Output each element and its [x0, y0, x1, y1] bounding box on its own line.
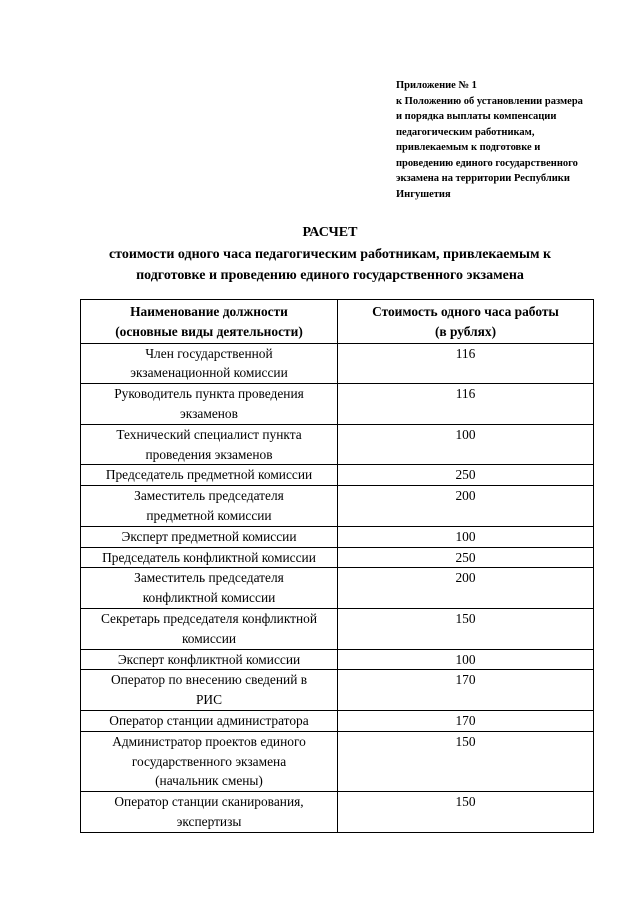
position-name-line: Оператор станции сканирования, [114, 794, 304, 810]
table-row [81, 486, 594, 527]
position-name-cell [81, 384, 338, 425]
header-line: (в рублях) [434, 323, 497, 339]
appendix-line: проведению единого государственного [396, 157, 578, 169]
position-name-cell [81, 343, 338, 384]
appendix-note [396, 78, 626, 202]
appendix-line: к Положению об установлении размера [396, 95, 583, 107]
position-name-line: Эксперт конфликтной комиссии [117, 651, 301, 667]
position-name-line: Технический специалист пункта [116, 426, 302, 442]
position-name-line: Член государственной [145, 345, 273, 361]
position-name-cell [81, 486, 338, 527]
cost-table [80, 299, 594, 833]
hourly-cost-cell: 150 [338, 792, 594, 833]
position-name-line: экзаменационной комиссии [130, 365, 288, 381]
table-row [81, 649, 594, 670]
column-header-position [81, 300, 338, 344]
position-name-line: Секретарь председателя конфликтной [100, 610, 318, 626]
position-name-cell [81, 649, 338, 670]
table-row [81, 568, 594, 609]
position-name-cell [81, 792, 338, 833]
title-subtitle-line-2: подготовке и проведению единого государственного экзамена [136, 268, 524, 283]
table-row [81, 731, 594, 791]
position-name-cell [81, 424, 338, 465]
position-name-cell [81, 670, 338, 711]
hourly-cost-cell: 116 [338, 384, 594, 425]
table-row [81, 424, 594, 465]
position-name-line: экспертизы [176, 813, 242, 829]
hourly-cost-cell: 170 [338, 710, 594, 731]
table-row [81, 608, 594, 649]
position-name-line: Оператор станции администратора [109, 712, 309, 728]
hourly-cost-cell: 250 [338, 547, 594, 568]
table-row [81, 792, 594, 833]
position-name-cell [81, 526, 338, 547]
appendix-line: Приложение № 1 [396, 80, 477, 91]
header-line: Наименование должности [130, 304, 288, 319]
appendix-line: Ингушетия [396, 188, 451, 200]
position-name-line: государственного экзамена [131, 753, 287, 769]
hourly-cost-cell: 100 [338, 526, 594, 547]
position-name-cell [81, 568, 338, 609]
position-name-line: Эксперт предметной комиссии [121, 528, 297, 544]
position-name-line: Заместитель председателя [134, 488, 284, 504]
position-name-line: РИС [195, 692, 223, 708]
appendix-line: привлекаемым к подготовке и [396, 142, 541, 153]
appendix-line: педагогическим работникам, [396, 126, 535, 138]
hourly-cost-cell: 116 [338, 343, 594, 384]
appendix-line: экзамена на территории Республики [396, 173, 570, 184]
position-name-cell [81, 547, 338, 568]
position-name-line: Руководитель пункта проведения [114, 386, 304, 402]
table-header-row [81, 300, 594, 344]
hourly-cost-cell: 200 [338, 568, 594, 609]
hourly-cost-cell: 100 [338, 649, 594, 670]
document-title [60, 222, 600, 286]
table-row [81, 710, 594, 731]
position-name-cell [81, 608, 338, 649]
hourly-cost-cell: 170 [338, 670, 594, 711]
table-row [81, 384, 594, 425]
title-subtitle-line-1: стоимости одного часа педагогическим работникам, привлекаемым к [108, 247, 552, 262]
position-name-line: комиссии [181, 630, 237, 646]
hourly-cost-cell: 150 [338, 731, 594, 791]
position-name-cell [81, 710, 338, 731]
table-body [81, 343, 594, 832]
position-name-line: Председатель предметной комиссии [105, 467, 313, 483]
hourly-cost-cell: 250 [338, 465, 594, 486]
hourly-cost-cell: 100 [338, 424, 594, 465]
header-line: (основные виды деятельности) [115, 323, 303, 339]
appendix-line: и порядка выплаты компенсации [396, 111, 557, 122]
position-name-cell [81, 731, 338, 791]
header-line: Стоимость одного часа работы [372, 304, 559, 319]
table-row [81, 670, 594, 711]
position-name-line: Администратор проектов единого [112, 733, 306, 749]
hourly-cost-cell: 150 [338, 608, 594, 649]
position-name-line: Оператор по внесению сведений в [110, 672, 308, 688]
table-row [81, 547, 594, 568]
position-name-line: (начальник смены) [155, 773, 263, 789]
position-name-line: Председатель конфликтной комиссии [102, 549, 316, 565]
table-row [81, 465, 594, 486]
position-name-cell [81, 465, 338, 486]
position-name-line: проведения экзаменов [145, 446, 273, 462]
position-name-line: предметной комиссии [146, 507, 272, 523]
position-name-line: экзаменов [180, 405, 238, 421]
hourly-cost-cell: 200 [338, 486, 594, 527]
table-row [81, 343, 594, 384]
title-heading: РАСЧЕТ [302, 225, 358, 240]
position-name-line: Заместитель председателя [134, 570, 284, 586]
column-header-cost [338, 300, 594, 344]
position-name-line: конфликтной комиссии [142, 590, 276, 606]
table-row [81, 526, 594, 547]
